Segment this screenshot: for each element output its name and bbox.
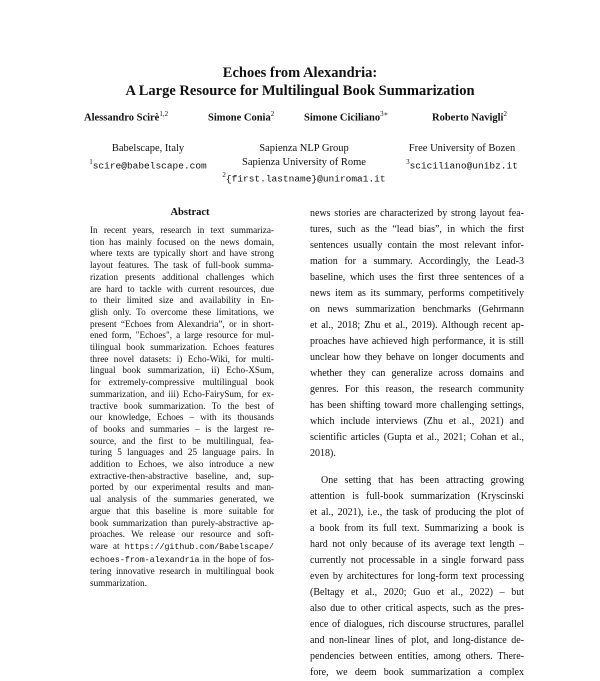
text-line: fore, we deem book summarization a complex	[310, 667, 524, 678]
text-line: to their limited size and availability in En-	[90, 295, 274, 306]
author-name: Alessandro Scirè	[84, 112, 160, 124]
text-line: on news summarization benchmarks (Gehrmann	[310, 304, 524, 315]
text-line: book summarization than purely-abstractive ap-	[90, 517, 274, 528]
affiliation-name: Sapienza University of Rome	[242, 156, 366, 168]
text-line: addition to Echoes, we also introduce a new	[90, 459, 274, 470]
text-line: pendencies between entities, among others. There-	[310, 651, 524, 662]
text-line: extractive-then-abstractive baseline, and, sup-	[90, 470, 274, 481]
text-line: mation for a summary. Accordingly, the Lead-3	[310, 256, 524, 267]
abstract-heading: Abstract	[170, 207, 210, 218]
paper-title-line2: A Large Resource for Multilingual Book Summarization	[125, 83, 475, 99]
abstract-line: echoes-from-alexandria in the hope of fos-	[90, 553, 274, 565]
abstract-line: tering innovative research in multilingual book	[90, 566, 274, 577]
text-line: currently not processable in a single forward pass	[310, 555, 524, 566]
body-column-right	[310, 206, 524, 681]
text-line: ported by our experimental results and man-	[90, 482, 274, 493]
abstract-line: ware at https://github.com/Babelscape/	[90, 540, 274, 552]
affiliation-2	[214, 142, 394, 186]
text-line: sentences usually contain the most relevant infor-	[310, 240, 524, 251]
text-line: tures, such as the “lead bias”, in which the first	[310, 224, 524, 235]
text-line: genres. For this reason, the research community	[310, 384, 524, 395]
text-line: In recent years, research in text summariza-	[90, 225, 274, 235]
affiliation-3	[372, 142, 552, 173]
text-line: layout features. The task of full-book summa-	[90, 260, 274, 271]
author-name: Simone Ciciliano	[304, 112, 381, 124]
text-line: for extremely-compressive multilingual book	[90, 377, 274, 388]
text-line: attention is full-book summarization (Kryscinski	[310, 491, 524, 502]
affiliation-sup: 1	[89, 157, 93, 166]
text-line: proaches have achieved high performance, it is still	[310, 336, 524, 347]
text-line: news stories are characterized by strong layout fea-	[310, 208, 524, 219]
paper-title-line1: Echoes from Alexandria:	[222, 65, 378, 81]
text-line: tion has mainly focused on the news domain,	[90, 236, 274, 247]
text-line: ence of dialogues, rich discourse structures, parallel	[310, 619, 524, 630]
text-line: ual analysis of the summaries generated, we	[90, 494, 274, 505]
text-line: whether they can generalize across domains and	[310, 368, 524, 379]
text-line: which include interviews (Zhu et al., 2021) and	[310, 416, 524, 427]
text-line: glish only. To overcome these limitations, we	[90, 306, 274, 317]
author-4	[432, 110, 507, 124]
affiliation-sup: 2	[222, 171, 226, 179]
abstract-line: summarization.	[90, 578, 147, 589]
text-line: unclear how they behave on longer documents and	[310, 352, 524, 363]
abstract-body	[90, 225, 274, 590]
text-line: 2018).	[310, 448, 336, 459]
text-line: and non-linear lines of plot, and long-distance de-	[310, 635, 524, 646]
author-name: Simone Conia	[208, 112, 271, 124]
text-line: argue that this baseline is more suitable for	[90, 505, 274, 516]
author-1	[84, 110, 168, 124]
text-line: hard not only because of its average text length –	[310, 539, 524, 550]
repo-link[interactable]: https://github.com/Babelscape/	[124, 542, 274, 552]
text-line: scientific articles (Gupta et al., 2021; Cohan et al.,	[310, 432, 524, 443]
author-name: Roberto Navigli	[432, 112, 504, 124]
text-line: summarization, and iii) Echo-FairySum, for ex-	[90, 388, 274, 399]
text-line: has been shifting toward more challenging settings,	[310, 400, 524, 411]
text-line: of books and summaries – is the largest re-	[90, 423, 274, 434]
text-line: One setting that has been attracting growing	[321, 475, 524, 486]
text-line: even by architectures for long-form text processing	[310, 571, 524, 582]
text-line: source, and the first to be multilingual, fea-	[90, 435, 274, 446]
text-line: proaches. We release our resource and soft-	[90, 529, 274, 540]
text-line: tilingual book summarization. Echoes features	[90, 342, 274, 353]
text-line: a book from its full text. Summarizing a book is	[310, 523, 524, 534]
email: sciciliano@unibz.it	[409, 160, 518, 171]
text-line: also due to other critical aspects, such as the pres-	[310, 603, 524, 614]
author-sup: 3∗	[380, 110, 389, 118]
author-sup: 1,2	[159, 110, 169, 118]
author-sup: 2	[270, 110, 275, 118]
text-line: (Beltagy et al., 2020; Guo et al., 2022) – but	[310, 587, 524, 598]
text-line: ened form, "Echoes", a large resource for mul-	[90, 330, 274, 341]
affiliation-name: Sapienza NLP Group	[259, 143, 349, 154]
text-line: et al., 2018; Zhu et al., 2019). Although recent ap-	[310, 320, 524, 331]
text-line: lingual book summarization, ii) Echo-XSum,	[90, 365, 274, 376]
author-2	[208, 110, 274, 124]
email: {first.lastname}@uniroma1.it	[225, 173, 386, 185]
repo-link-cont[interactable]: echoes-from-alexandria	[90, 555, 200, 565]
author-3	[304, 110, 388, 124]
affiliation-name: Free University of Bozen	[408, 143, 516, 154]
text-line: present “Echoes from Alexandria”, or in short-	[90, 318, 274, 329]
text-line: turing 5 languages and 25 language pairs. In	[90, 447, 274, 458]
text-line: baseline, which uses the first three sentences of a	[310, 272, 524, 283]
text-line: are hard to tackle with current resources, due	[90, 283, 274, 294]
text-line: three novel datasets: i) Echo-Wiki, for multi-	[90, 353, 274, 364]
affiliation-1	[58, 142, 238, 173]
text-line: et al., 2021), i.e., the task of producing the plot of	[310, 507, 524, 518]
text-line: rization presents additional challenges which	[90, 271, 274, 282]
email: scire@babelscape.com	[92, 160, 207, 171]
text-line: tractive book summarization. To the best of	[90, 400, 274, 411]
text-line: our knowledge, Echoes – with its thousands	[90, 412, 274, 423]
affiliation-sup: 3	[406, 157, 410, 166]
text-line: news item as its summary, performs competitively	[310, 288, 524, 299]
text-line: where texts are typically short and have strong	[90, 248, 274, 259]
author-sup: 2	[503, 110, 507, 118]
affiliation-name: Babelscape, Italy	[111, 143, 185, 154]
